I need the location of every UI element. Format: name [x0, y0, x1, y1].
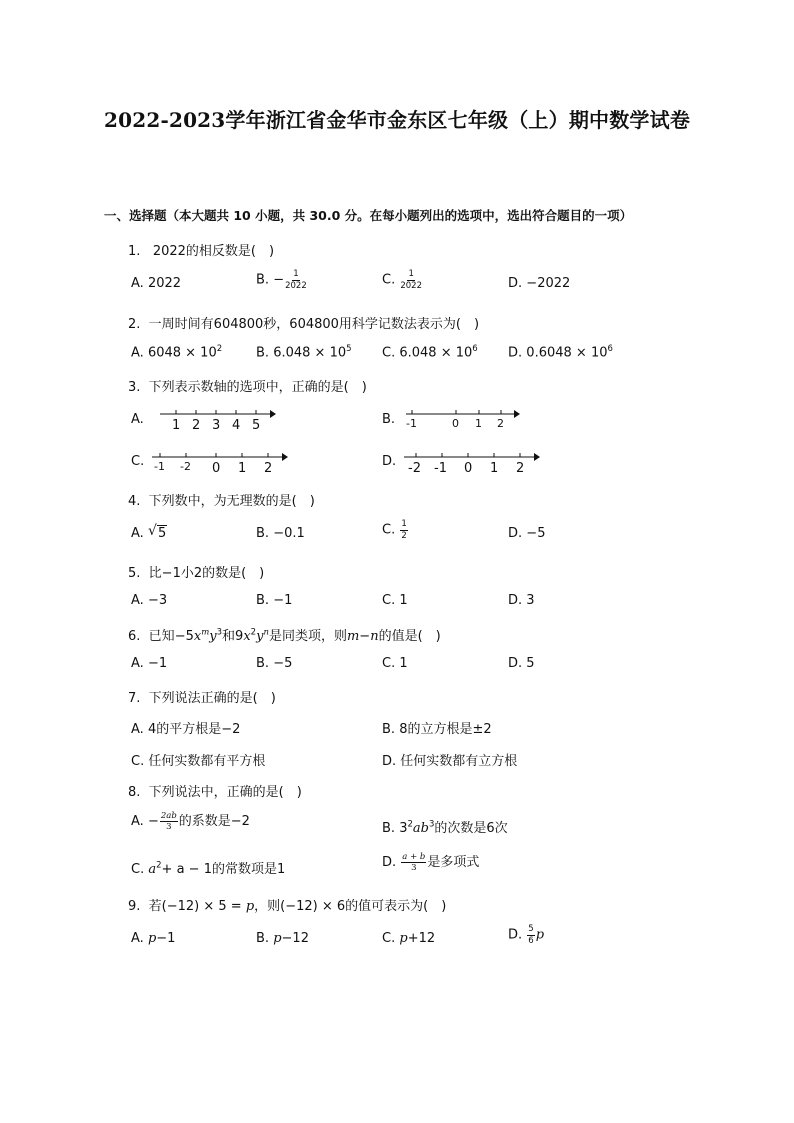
option-3b[interactable]: B.	[382, 412, 396, 427]
option-9d[interactable]: D. $\frac{5}{6}$ p	[508, 924, 545, 946]
tick-label: 5	[252, 418, 261, 433]
option-4b[interactable]: B. −0.1	[256, 526, 305, 541]
question-stem: 比−1小2的数是( )	[148, 566, 265, 581]
tick-label: -1	[154, 460, 165, 473]
option-1b[interactable]: B. − $\frac{1}{2022}$	[256, 269, 307, 291]
option-1c[interactable]: C. $\frac{1}{2022}$	[382, 269, 422, 291]
tick-label: -2	[408, 461, 421, 476]
question-3: 3. 下列表示数轴的选项中，正确的是( )	[128, 380, 367, 395]
tick-label: 4	[232, 418, 241, 433]
tick-label: -1	[434, 461, 447, 476]
option-8d[interactable]: D. $\frac{a + b}{3}$ 是多项式	[382, 851, 480, 873]
option-2c[interactable]: C. $6.048 \times 10^6$	[382, 344, 478, 361]
number-line-c	[152, 448, 292, 482]
option-4d[interactable]: D. −5	[508, 526, 546, 541]
question-9: 9. 若(−12) × 5 = p，则(−12) × 6的值可表示为( )	[128, 899, 447, 914]
number-line-d	[404, 448, 544, 482]
question-stem: 下列数中，为无理数的是( )	[148, 494, 315, 509]
question-4: 4. 下列数中，为无理数的是( )	[128, 494, 315, 509]
tick-label: 3	[212, 418, 221, 433]
option-2a[interactable]: A. $6048 \times 10^2$	[131, 344, 223, 361]
option-7c[interactable]: C. 任何实数都有平方根	[131, 754, 266, 769]
page-title: 2022-2023学年浙江省金华市金东区七年级（上）期中数学试卷	[103, 108, 691, 132]
option-8b[interactable]: B. $3^2ab^3$的次数是6次	[382, 819, 508, 836]
option-3d[interactable]: D.	[382, 454, 397, 469]
question-8: 8. 下列说法中，正确的是( )	[128, 785, 302, 800]
option-3a[interactable]: A.	[131, 412, 144, 427]
option-6b[interactable]: B. −5	[256, 656, 293, 671]
tick-label: 0	[452, 417, 459, 430]
tick-label: 2	[264, 461, 273, 476]
question-1	[128, 240, 274, 259]
question-stem: 下列说法中，正确的是( )	[148, 785, 302, 800]
option-6a[interactable]: A. −1	[131, 656, 168, 671]
tick-label: 0	[212, 461, 221, 476]
option-1d[interactable]: D. −2022	[508, 276, 571, 291]
tick-label: 1	[172, 418, 181, 433]
question-stem: 若(−12) × 5 = p，则(−12) × 6的值可表示为( )	[148, 899, 447, 914]
tick-label: -1	[406, 417, 417, 430]
option-5d[interactable]: D. 3	[508, 593, 535, 608]
option-7a[interactable]: A. 4的平方根是−2	[131, 722, 241, 737]
tick-label: 1	[475, 417, 482, 430]
option-5a[interactable]: A. −3	[131, 593, 168, 608]
option-9c[interactable]: C. p+12	[382, 931, 436, 946]
question-7: 7. 下列说法正确的是( )	[128, 691, 276, 706]
tick-label: 0	[464, 461, 473, 476]
option-9a[interactable]: A. p−1	[131, 931, 176, 946]
option-5b[interactable]: B. −1	[256, 593, 293, 608]
option-8a[interactable]: A. − $\frac{2ab}{3}$ 的系数是−2	[131, 810, 250, 832]
option-7b[interactable]: B. 8的立方根是±2	[382, 722, 492, 737]
square-root: √ 5	[147, 523, 167, 541]
tick-label: -2	[180, 460, 191, 473]
question-5: 5. 比−1小2的数是( )	[128, 566, 265, 581]
tick-label: 2	[497, 417, 504, 430]
question-stem: 下列表示数轴的选项中，正确的是( )	[148, 380, 367, 395]
option-2b[interactable]: B. $6.048 \times 10^5$	[256, 344, 352, 361]
tick-label: 2	[516, 461, 525, 476]
option-8c[interactable]: C. $a^2+ a - 1$的常数项是1	[131, 860, 286, 877]
option-7d[interactable]: D. 任何实数都有立方根	[382, 754, 518, 769]
option-6d[interactable]: D. 5	[508, 656, 535, 671]
tick-label: 1	[238, 461, 247, 476]
option-2d[interactable]: D. $0.6048 \times 10^6$	[508, 344, 613, 361]
number-line-a	[160, 405, 280, 439]
option-4c[interactable]: C. $\frac{1}{2}$	[382, 519, 407, 541]
question-stem: 一周时间有604800秒，604800用科学记数法表示为( )	[148, 317, 480, 332]
question-6: 6. 已知$-5x^my^3$和$9x^2y^n$是同类项，则m−n的值是( )	[128, 627, 441, 644]
option-5c[interactable]: C. 1	[382, 593, 408, 608]
question-stem: 下列说法正确的是( )	[148, 691, 276, 706]
question-stem: 2022的相反数是( )	[152, 244, 275, 259]
question-2: 2. 一周时间有604800秒，604800用科学记数法表示为( )	[128, 317, 480, 332]
section-heading: 一、选择题（本大题共 10 小题，共 30.0 分。在每小题列出的选项中，选出符合题目的一项）	[104, 208, 633, 223]
option-3c[interactable]: C.	[131, 454, 145, 469]
tick-label: 2	[192, 418, 201, 433]
question-stem: 已知$-5x^my^3$和$9x^2y^n$是同类项，则m−n的值是( )	[148, 627, 441, 644]
option-6c[interactable]: C. 1	[382, 656, 408, 671]
option-1a[interactable]: A. 2022	[131, 276, 182, 291]
question-number: 1.	[128, 244, 141, 259]
option-9b[interactable]: B. p−12	[256, 931, 309, 946]
tick-label: 1	[490, 461, 499, 476]
option-4a[interactable]: A. √ 5	[131, 523, 167, 541]
number-line-b	[406, 405, 526, 439]
